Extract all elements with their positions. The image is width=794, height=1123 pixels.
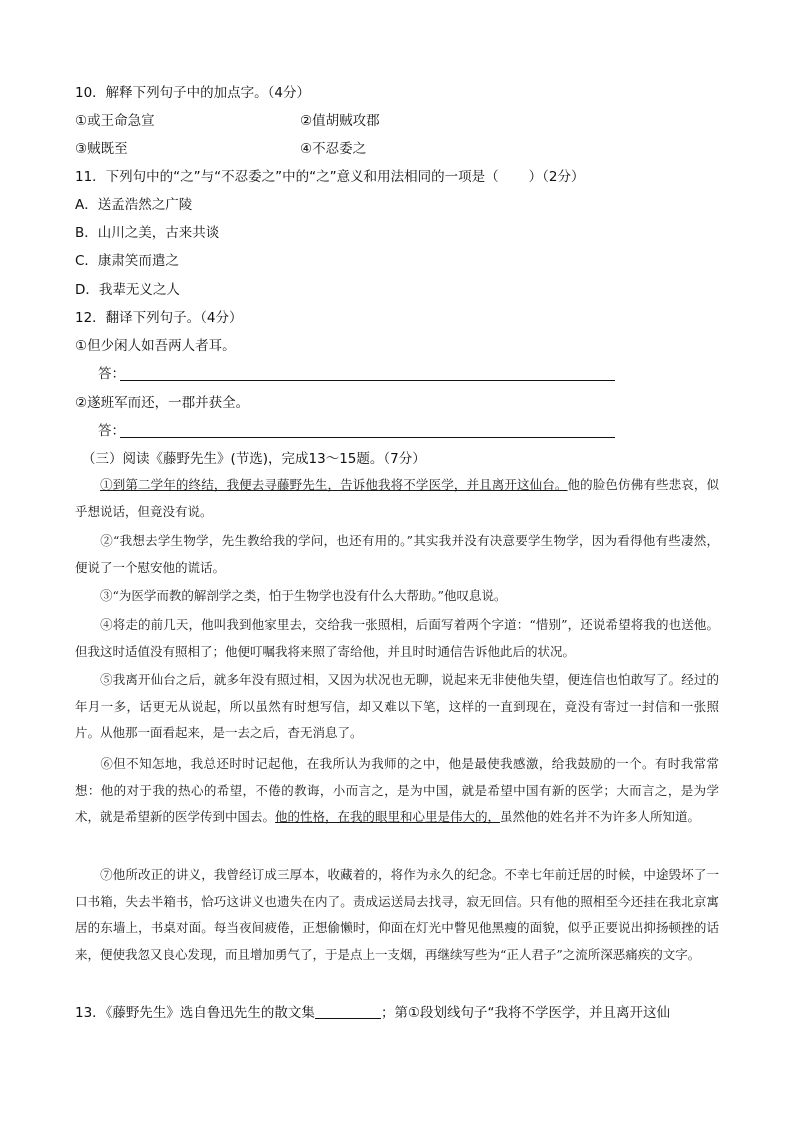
paragraph-6-text-b: 虽然他的姓名并不为许多人所知道。 xyxy=(500,809,701,825)
paragraph-3-text: ③“为医学而教的解剖学之类，怕于生物学也没有什么大帮助。”他叹息说。 xyxy=(100,588,507,603)
q11-title-text: 11．下列句中的“之”与“不忍委之”中的“之”意义和用法相同的一项是（ xyxy=(75,169,499,185)
q13-text-b: ；第①段划线句子“我将不学医学，并且离开这仙 xyxy=(380,1005,671,1021)
underlined-sentence-2: 他的性格，在我的眼里和心里是伟大的， xyxy=(275,809,501,825)
section-3-title: （三）阅读《藤野先生》(节选)，完成13～15题。（7分） xyxy=(82,451,426,467)
q10-title: 10．解释下列句子中的加点字。（4分） xyxy=(75,85,311,101)
answer-label-1: 答： xyxy=(98,366,125,382)
q10-option-4: ④不忍委之 xyxy=(300,141,367,157)
q10-option-1: ①或王命急宣 xyxy=(75,113,155,129)
passage-paragraph-7 xyxy=(75,862,719,969)
q13-text xyxy=(75,1004,670,1022)
q11-title xyxy=(75,168,585,186)
passage-paragraph-2 xyxy=(75,528,719,581)
passage-paragraph-4 xyxy=(75,612,719,665)
q10-option-2: ②值胡贼攻郡 xyxy=(300,113,380,129)
answer-line-1[interactable] xyxy=(120,366,615,381)
q11-title-score: ）（2分） xyxy=(528,169,585,185)
underlined-sentence: ①到第二学年的终结，我便去寻藤野先生，告诉他我将不学医学，并且离开这仙台。 xyxy=(100,477,568,492)
q13-text-a: 13．《藤野先生》选自鲁迅先生的散文集 xyxy=(75,1005,315,1021)
passage-paragraph-3 xyxy=(75,583,719,610)
q11-option-d: D．我辈无义之人 xyxy=(75,282,180,298)
passage-paragraph-6 xyxy=(75,751,719,831)
q11-option-a: A．送孟浩然之广陵 xyxy=(75,197,193,213)
passage-paragraph-5 xyxy=(75,667,719,747)
q11-option-c: C．康肃笑而遣之 xyxy=(75,253,179,269)
q12-sentence-1: ①但少闲人如吾两人者耳。 xyxy=(75,338,236,354)
paragraph-5-text: ⑤我离开仙台之后，就多年没有照过相，又因为状况也无聊，说起来无非使他失望，便连信也怕敢写了。经过的年月一多，话更无从说起，所以虽然有时想写信，却又难以下笔，这样的一直到现在，竟没有寄过一封信和一张照片。从他那一面看起来，是一去之后，杳无消息了。 xyxy=(75,672,719,741)
paragraph-7-text: ⑦他所改正的讲义，我曾经订成三厚本，收藏着的，将作为永久的纪念。不幸七年前迁居的时候，中途毁坏了一口书箱，失去半箱书，恰巧这讲义也遗失在内了。责成运送局去找寻，寂无回信。只有他的照相至今还挂在我北京寓居的东墙上，书桌对面。每当夜间疲倦，正想偷懒时，仰面在灯光中瞥见他黑瘦的面貌，似乎正要说出抑扬顿挫的话来，便使我忽又良心发现，而且增加勇气了，于是点上一支烟，再继续写些为“正人君子”之流所深恶痛疾的文字。 xyxy=(75,867,719,963)
q10-option-3: ③贼既至 xyxy=(75,141,128,157)
paragraph-1-rest: 他的脸色仿佛有些悲哀，似乎想说话，但竟没有说。 xyxy=(75,477,719,519)
q11-option-b: B．山川之美，古来共谈 xyxy=(75,225,220,241)
answer-label-2: 答： xyxy=(98,423,125,439)
q12-title: 12．翻译下列句子。（4分） xyxy=(75,310,243,326)
passage-paragraph-1 xyxy=(75,472,719,525)
paragraph-6-text-a: ⑥但不知怎地，我总还时时记起他，在我所认为我师的之中，他是最使我感激，给我鼓励的一个。有时我常常想：他的对于我的热心的希望，不倦的教诲，小而言之，是为中国，就是希望中国有新的医学；大而言之，是为学术，就是希望新的医学传到中国去。 xyxy=(75,756,719,825)
answer-line-2[interactable] xyxy=(120,423,615,438)
q12-sentence-2: ②遂班军而还，一郡并获全。 xyxy=(75,395,250,411)
paragraph-4-text: ④将走的前几天，他叫我到他家里去，交给我一张照相，后面写着两个字道：“惜别”，还说希望将我的也送他。但我这时适值没有照相了；他便叮嘱我将来照了寄给他，并且时时通信告诉他此后的状况。 xyxy=(75,617,719,659)
paragraph-2-text: ②“我想去学生物学，先生教给我的学问，也还有用的。”其实我并没有决意要学生物学，因为看得他有些凄然，便说了一个慰安他的谎话。 xyxy=(75,533,719,575)
fill-in-blank[interactable] xyxy=(315,1006,381,1019)
